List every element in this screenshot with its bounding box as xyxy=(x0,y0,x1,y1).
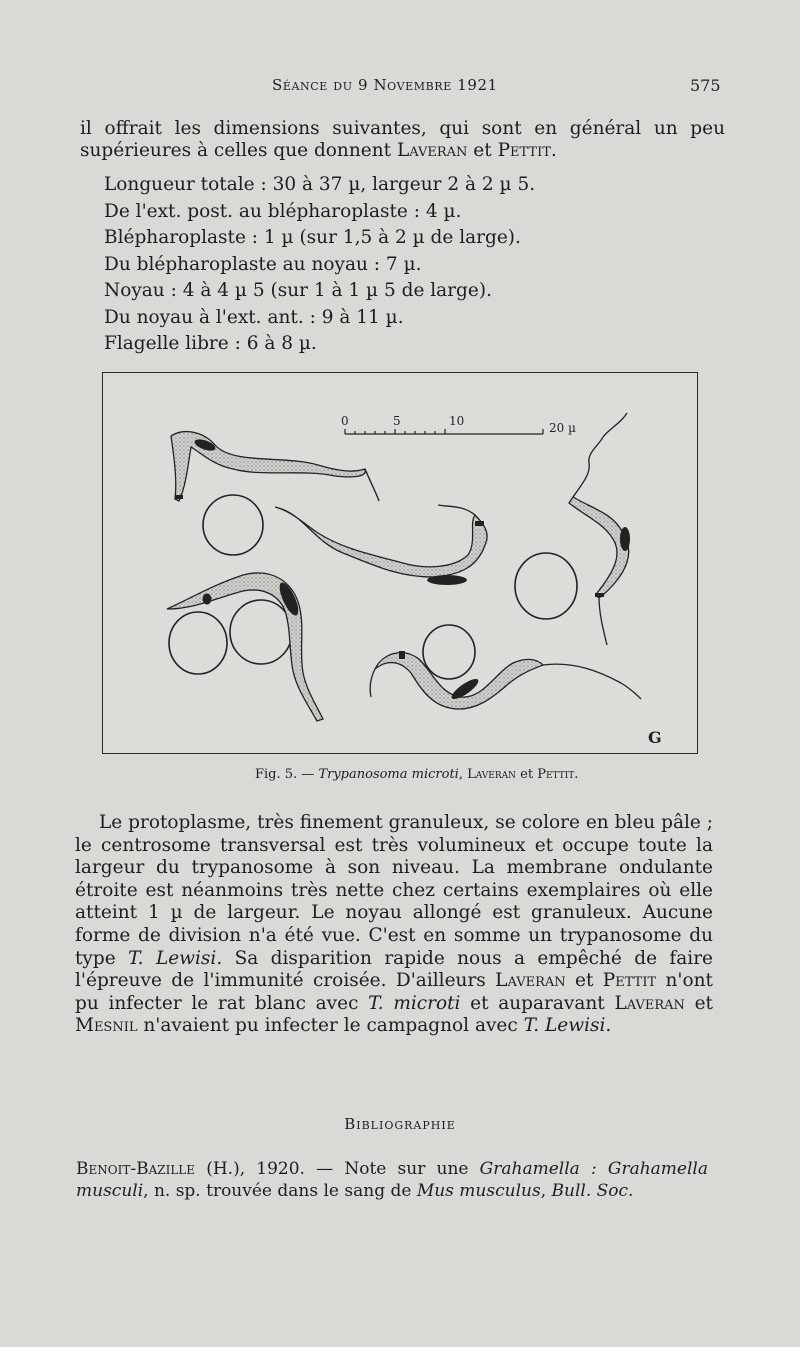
reference-journal: Bull. Soc. xyxy=(551,1181,634,1201)
caption-author: Pettit xyxy=(537,767,575,782)
scale-label: 0 xyxy=(341,414,349,428)
author-name: Pettit xyxy=(602,970,657,992)
body-text: . Sa disparition rapide nous a empêché de faire l'épreuve de l'immunité croisée. D'ailleurs xyxy=(75,947,714,992)
scale-bar xyxy=(345,429,543,434)
intro-text: et xyxy=(467,140,498,161)
caption-species: Trypanosoma microti xyxy=(318,767,459,782)
measurement-line: Du blépharoplaste au noyau : 7 µ. xyxy=(104,253,422,275)
author-name: Laveran xyxy=(495,970,566,992)
author-name: Laveran xyxy=(614,992,685,1014)
measurement-line: Noyau : 4 à 4 µ 5 (sur 1 à 1 µ 5 de large). xyxy=(104,280,492,301)
measurement-line: Du noyau à l'ext. ant. : 9 à 11 µ. xyxy=(104,306,404,328)
measurement-list xyxy=(104,172,664,358)
caption-label: Fig. 5. — xyxy=(255,767,319,782)
caption-text: , xyxy=(458,767,468,782)
trypanosome xyxy=(569,413,630,645)
caption-text: . xyxy=(574,767,579,782)
figure-caption xyxy=(255,767,675,782)
body-text: et auparavant xyxy=(460,992,615,1014)
author-name: Mesnil xyxy=(75,1015,138,1037)
species-name: T. Lewisi xyxy=(523,1015,606,1037)
reference-text: (H.), 1920. — Note sur une xyxy=(195,1159,480,1179)
measurement-line: De l'ext. post. au blépharoplaste : 4 µ. xyxy=(104,200,462,222)
measurement-line: Longueur totale : 30 à 37 µ, largeur 2 à 2 µ 5. xyxy=(104,174,536,195)
trypanosome xyxy=(370,651,641,709)
bibliography-entry xyxy=(76,1158,708,1202)
scale-label: 20 µ xyxy=(549,421,576,435)
reference-italic: Grahamella : Grahamella musculi xyxy=(76,1159,708,1201)
figure-trypanosoma xyxy=(102,372,698,754)
running-header xyxy=(0,76,800,100)
bibliography-heading: Bibliographie xyxy=(344,1115,456,1133)
author-name: Laveran xyxy=(396,140,468,161)
caption-text: et xyxy=(516,767,538,782)
reference-italic: Mus musculus xyxy=(416,1181,541,1201)
body-text: n'ont pu infecter le rat blanc avec xyxy=(75,970,713,1014)
body-text: . xyxy=(605,1015,612,1037)
body-paragraph xyxy=(75,812,713,1038)
scale-label: 10 xyxy=(449,414,465,428)
page-number: 575 xyxy=(690,76,721,95)
measurement-line: Flagelle libre : 6 à 8 µ. xyxy=(104,333,317,354)
species-name: T. microti xyxy=(368,992,461,1014)
reference-text: , xyxy=(540,1181,552,1201)
trypanosome xyxy=(171,432,379,501)
body-text: Le protoplasme, très finement granuleux, se colore en bleu pâle ; le centrosome transversal est très volumineux et occupe toute la largeur du trypanosome à son niveau. La membrane ondulante étroite est néanmoins très nette chez certains exemplaires où elle atteint 1 µ de largeur. Le noyau allongé est granuleux. Aucune forme de division n'a été vue. C'est en somme un trypanosome du type xyxy=(75,812,713,969)
running-title: Séance du 9 Novembre 1921 xyxy=(272,76,498,94)
trypanosome xyxy=(167,573,323,721)
body-text: et xyxy=(684,992,713,1014)
scale-label: 5 xyxy=(393,414,401,428)
author-name: Pettit xyxy=(497,140,551,161)
figure-drawing xyxy=(103,373,697,753)
intro-text: il offrait les dimensions suivantes, qui sont en général un peu supérieures à celles que donnent xyxy=(80,118,725,161)
caption-author: Laveran xyxy=(467,767,517,782)
trypanosome xyxy=(275,505,487,585)
measurement-line: Blépharoplaste : 1 µ (sur 1,5 à 2 µ de large). xyxy=(104,227,521,248)
intro-text: . xyxy=(550,140,557,161)
body-text: n'avaient pu infecter le campagnol avec xyxy=(137,1015,524,1037)
species-name: T. Lewisi xyxy=(128,947,217,969)
reference-text: , n. sp. trouvée dans le sang de xyxy=(143,1181,417,1201)
intro-paragraph xyxy=(80,118,725,162)
artist-signature: G xyxy=(648,728,662,747)
reference-author: Benoit-Bazille xyxy=(76,1159,196,1179)
body-text: et xyxy=(565,970,603,992)
